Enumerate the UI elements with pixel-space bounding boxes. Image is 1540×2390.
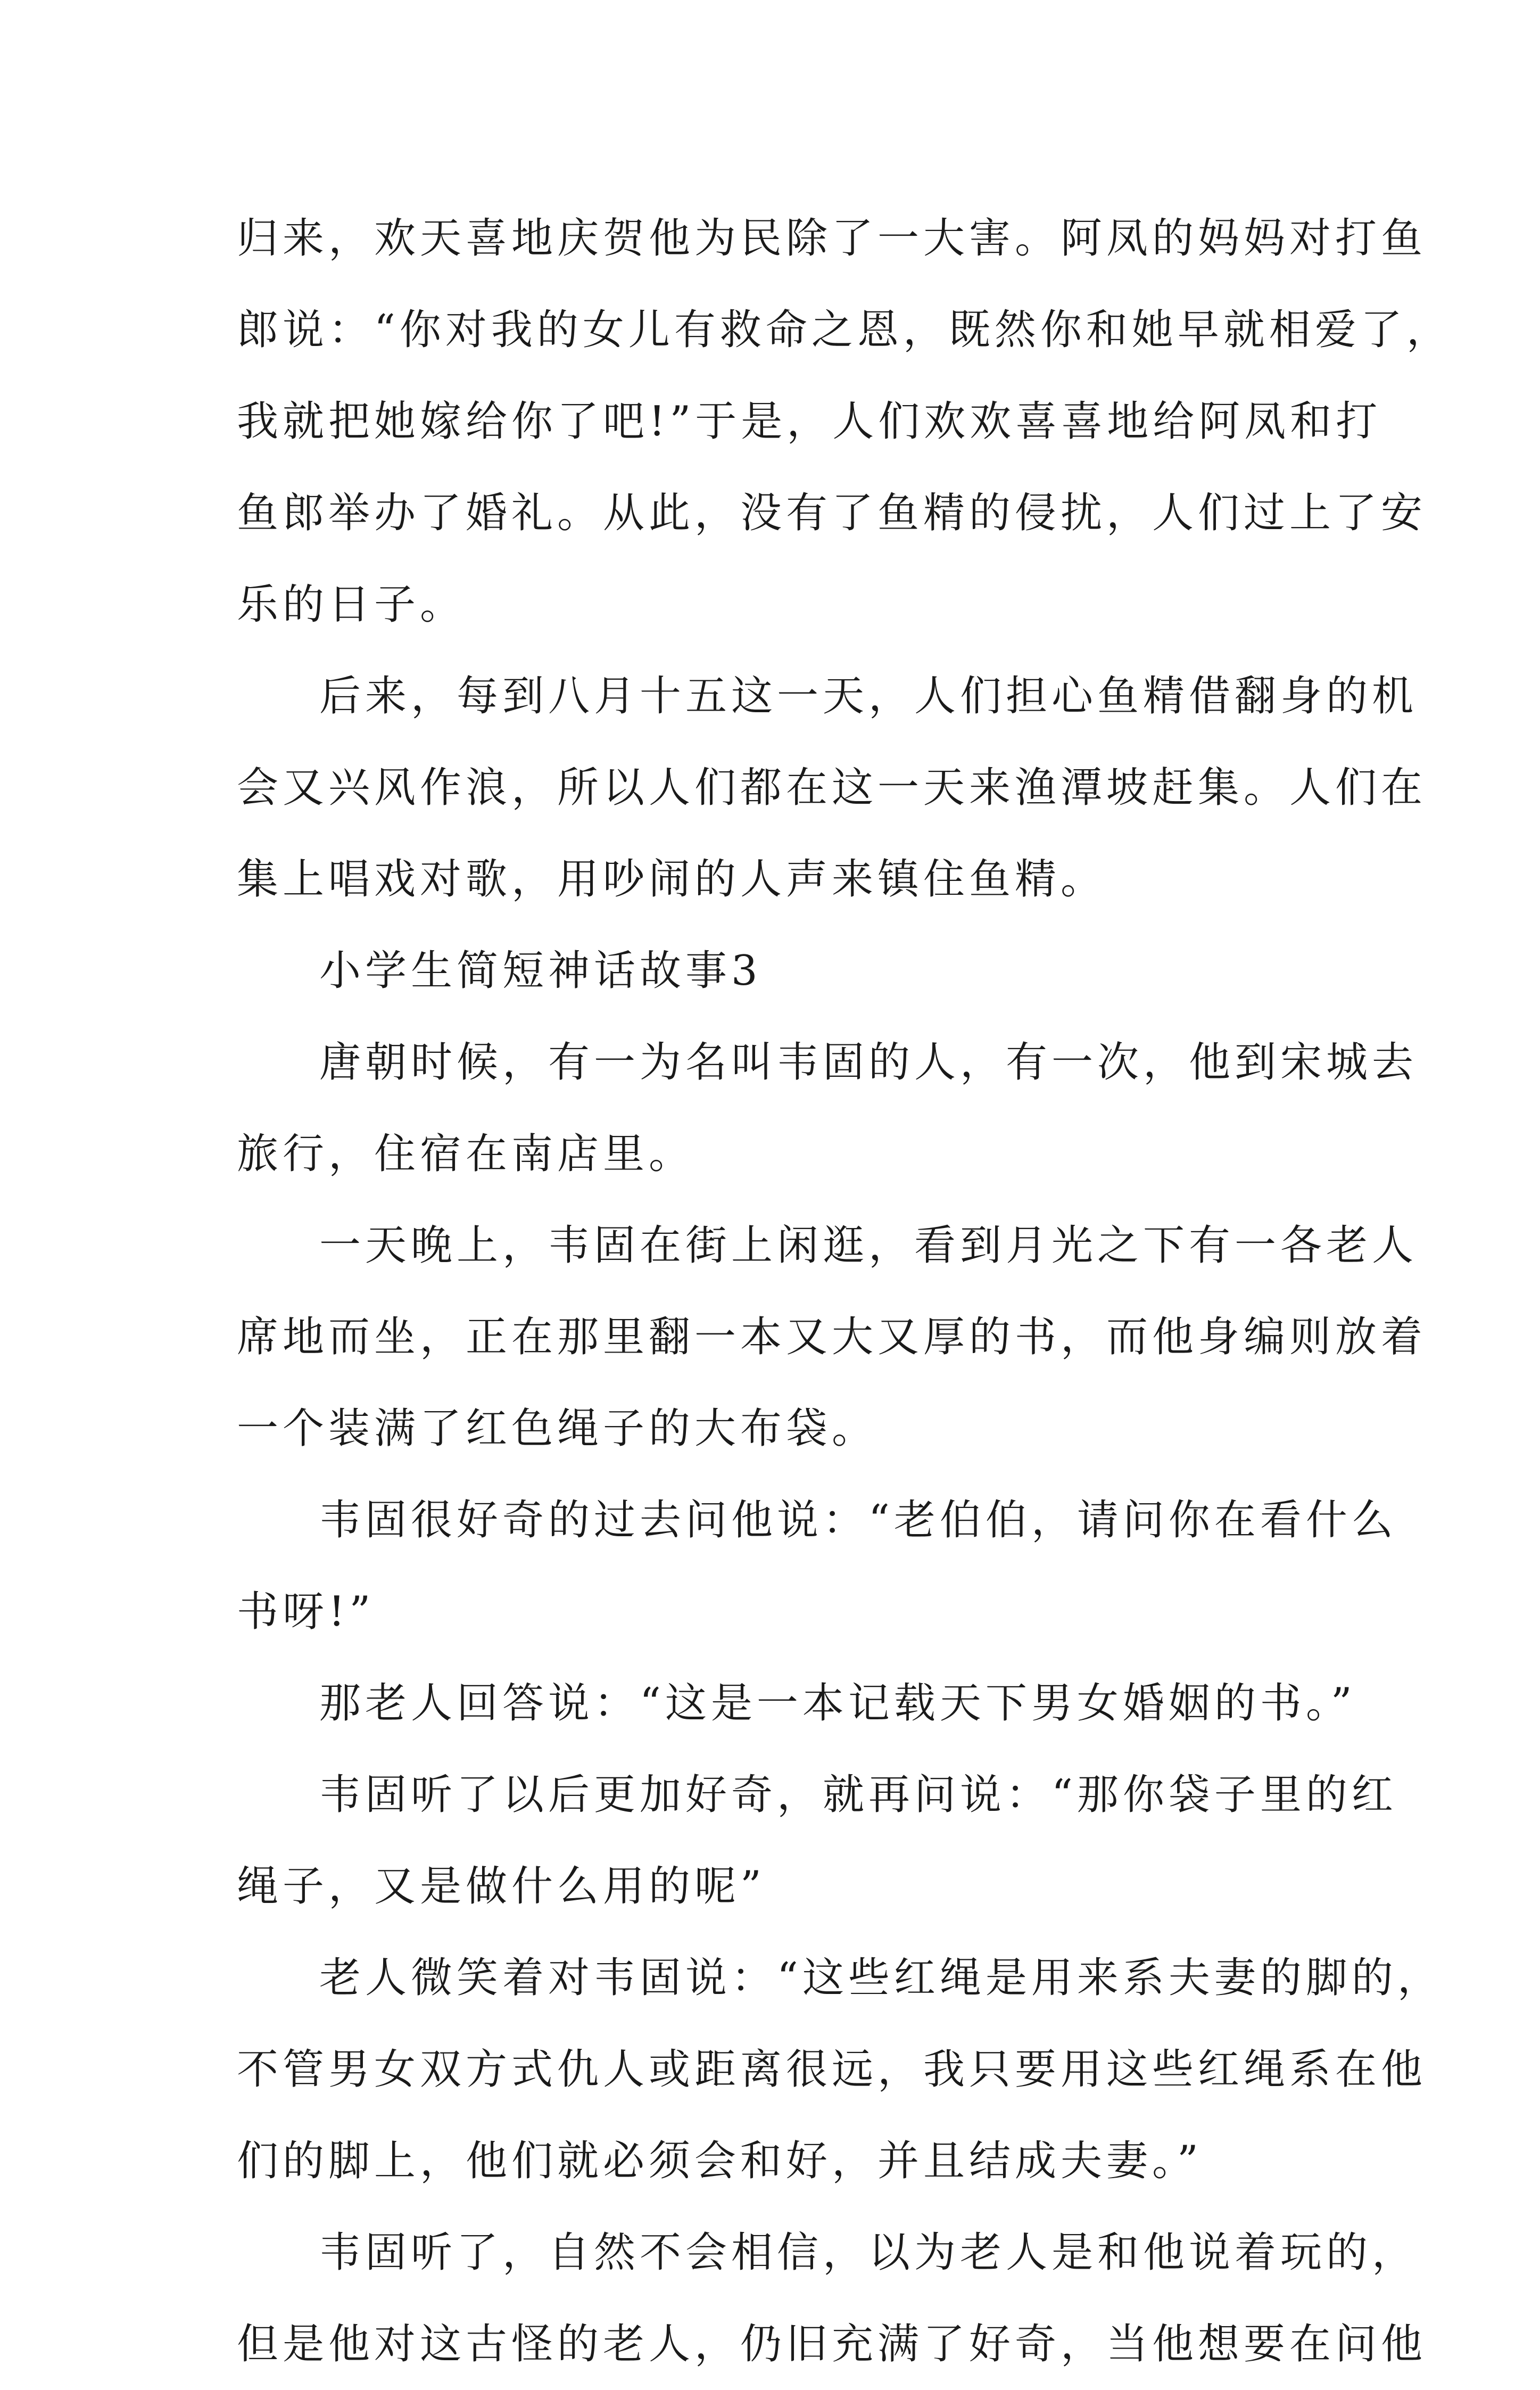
text-line: 但是他对这古怪的老人，仍旧充满了好奇，当他想要在问他 bbox=[237, 2320, 1427, 2368]
text-line: 郎说：“你对我的女儿有救命之恩，既然你和她早就相爱了， bbox=[237, 306, 1452, 354]
text-line: 我就把她嫁给你了吧!”于是，人们欢欢喜喜地给阿凤和打 bbox=[237, 398, 1382, 446]
text-line: 不管男女双方式仇人或距离很远，我只要用这些红绳系在他 bbox=[237, 2046, 1427, 2094]
text-line: 席地而坐，正在那里翻一本又大又厚的书，而他身编则放着 bbox=[237, 1313, 1427, 1361]
text-line: 绳子，又是做什么用的呢” bbox=[237, 1862, 766, 1910]
paragraph-start: 后来，每到八月十五这一天，人们担心鱼精借翻身的机 bbox=[319, 672, 1418, 720]
text-line: 归来，欢天喜地庆贺他为民除了一大害。阿凤的妈妈对打鱼 bbox=[237, 215, 1427, 262]
paragraph-start: 一天晚上，韦固在街上闲逛，看到月光之下有一各老人 bbox=[319, 1222, 1418, 1270]
text-line: 鱼郎举办了婚礼。从此，没有了鱼精的侵扰，人们过上了安 bbox=[237, 489, 1427, 537]
text-line: 旅行，住宿在南店里。 bbox=[237, 1130, 695, 1178]
text-line: 们的脚上，他们就必须会和好，并且结成夫妻。” bbox=[237, 2137, 1203, 2185]
paragraph-start: 韦固很好奇的过去问他说：“老伯伯，请问你在看什么 bbox=[319, 1496, 1397, 1544]
story-text bbox=[237, 193, 1452, 2390]
paragraph-start: 唐朝时候，有一为名叫韦固的人，有一次，他到宋城去 bbox=[319, 1039, 1418, 1086]
text-line: 乐的日子。 bbox=[237, 581, 466, 629]
paragraph-start: 老人微笑着对韦固说：“这些红绳是用来系夫妻的脚的， bbox=[319, 1954, 1443, 2002]
section-heading: 小学生简短神话故事3 bbox=[319, 947, 762, 995]
paragraph-start: 那老人回答说：“这是一本记载天下男女婚姻的书。” bbox=[319, 1679, 1356, 1727]
text-line: 集上唱戏对歌，用吵闹的人声来镇住鱼精。 bbox=[237, 855, 1107, 903]
text-line: 一个装满了红色绳子的大布袋。 bbox=[237, 1405, 878, 1453]
paragraph-start: 韦固听了，自然不会相信，以为老人是和他说着玩的， bbox=[319, 2229, 1418, 2277]
paragraph-start: 韦固听了以后更加好奇，就再问说：“那你袋子里的红 bbox=[319, 1771, 1397, 1819]
text-line: 会又兴风作浪，所以人们都在这一天来渔潭坡赶集。人们在 bbox=[237, 764, 1427, 812]
text-line: 书呀!” bbox=[237, 1588, 375, 1636]
